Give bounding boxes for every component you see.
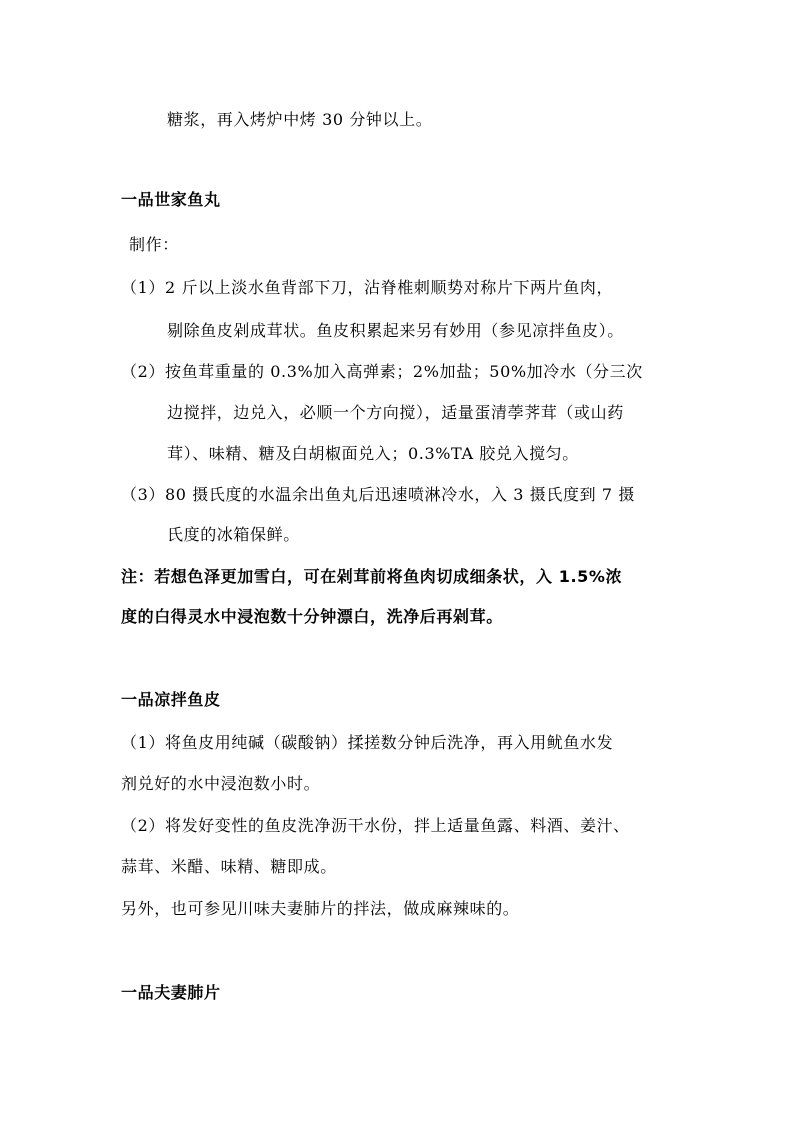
paragraph-line: （2）按鱼茸重量的 0.3%加入高弹素；2%加盐；50%加冷水（分三次: [121, 362, 643, 381]
paragraph-line: 蒜茸、米醋、味精、糖即成。: [121, 857, 337, 876]
paragraph-line: 糖浆，再入烤炉中烤 30 分钟以上。: [167, 110, 433, 129]
paragraph-line: 剂兑好的水中浸泡数小时。: [121, 774, 321, 793]
paragraph-line: （2）将发好变性的鱼皮洗净沥干水份，拌上适量鱼露、料酒、姜汁、: [121, 816, 630, 835]
section-heading: 一品夫妻肺片: [121, 983, 221, 1002]
note-line: 度的白得灵水中浸泡数十分钟漂白，洗净后再剁茸。: [121, 607, 503, 626]
note-line: 注：若想色泽更加雪白，可在剁茸前将鱼肉切成细条状，入 1.5%浓: [121, 567, 623, 586]
paragraph-line: 剔除鱼皮剁成茸状。鱼皮积累起来另有妙用（参见凉拌鱼皮）。: [167, 321, 624, 340]
section-heading: 一品凉拌鱼皮: [121, 690, 221, 709]
paragraph-line: 氏度的冰箱保鲜。: [167, 525, 300, 544]
section-heading: 一品世家鱼丸: [121, 190, 221, 209]
paragraph-line: 边搅拌，边兑入，必顺一个方向搅），适量蛋清荸荠茸（或山药: [167, 403, 624, 422]
paragraph-line: 茸）、味精、糖及白胡椒面兑入；0.3%TA 胶兑入搅匀。: [167, 444, 579, 463]
paragraph-line: （1）2 斤以上淡水鱼背部下刀，沾脊椎刺顺势对称片下两片鱼肉，: [121, 278, 614, 297]
paragraph-line: 另外，也可参见川味夫妻肺片的拌法，做成麻辣味的。: [121, 899, 520, 918]
paragraph-line: （3）80 摄氏度的水温余出鱼丸后迅速喷淋冷水，入 3 摄氏度到 7 摄: [121, 485, 635, 504]
paragraph-line: 制作：: [129, 235, 179, 254]
paragraph-line: （1）将鱼皮用纯碱（碳酸钠）揉搓数分钟后洗净，再入用鱿鱼水发: [121, 733, 614, 752]
